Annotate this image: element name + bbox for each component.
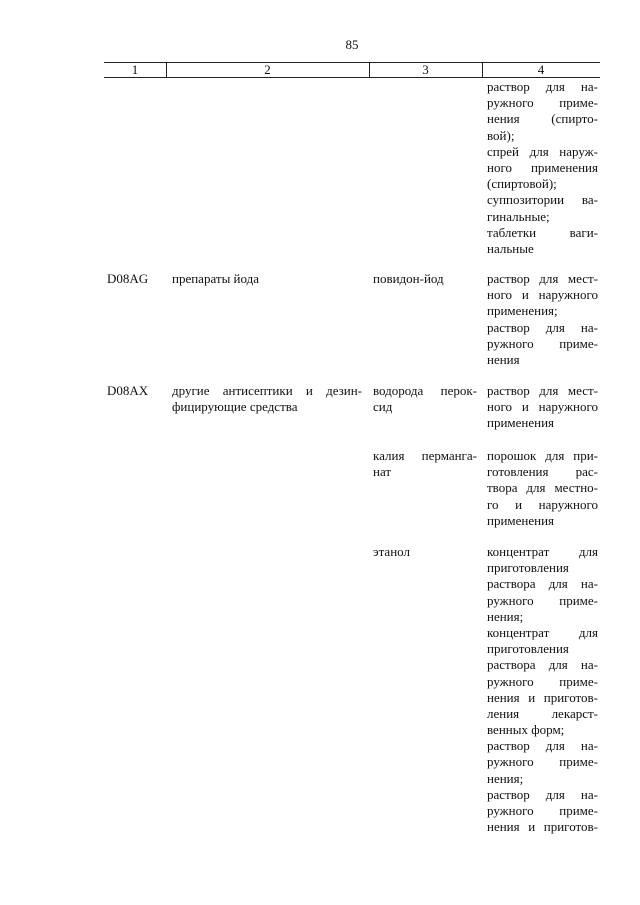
text-line: (спиртовой); (487, 176, 557, 192)
text-line: таблетки ваги- (487, 224, 598, 240)
atc-code-cell (107, 271, 165, 287)
page-number: 85 (345, 37, 359, 52)
text-line: раствор для на- (487, 79, 598, 94)
text-line: нения; (487, 608, 524, 624)
text-line: ружного приме- (487, 95, 598, 111)
text-line: концентрат для (487, 624, 598, 640)
text-line: нения (487, 351, 520, 367)
text-line: концентрат для (487, 544, 598, 559)
text-line: нения и приготов- (487, 689, 598, 705)
substance-cell (373, 448, 477, 480)
text-line: ружного приме- (487, 673, 598, 689)
text-line: нения и приготов- (487, 819, 598, 835)
substance-cell (373, 544, 477, 560)
dosage-forms-cell (487, 271, 598, 368)
substance-cell (373, 383, 477, 415)
text-line: раствора для на- (487, 576, 598, 592)
text-line: суппозитории ва- (487, 192, 598, 208)
text-line: применения; (487, 303, 558, 319)
text-line: нения (спирто- (487, 111, 598, 127)
text-line: нальные (487, 240, 534, 256)
text-line: ления лекарст- (487, 705, 598, 721)
text-line: раствор для мест- (487, 383, 598, 398)
header-cell-2: 2 (264, 62, 271, 77)
text-line: нат (373, 464, 392, 480)
text-line: другие антисептики и дезин- (172, 383, 362, 398)
group-name-cell (172, 271, 362, 287)
dosage-forms-cell (487, 383, 598, 432)
group-name-cell (172, 383, 362, 415)
text-line: применения (487, 512, 555, 528)
text-line: готовления рас- (487, 464, 598, 480)
header-cell-3: 3 (422, 62, 429, 77)
header-cell-1: 1 (131, 62, 139, 77)
text-line: ного и наружного (487, 399, 598, 415)
atc-code-cell (107, 383, 165, 399)
substance-cell (373, 271, 477, 287)
dosage-forms-cell (487, 544, 598, 835)
text-line: этанол (373, 544, 410, 559)
text-line: ного и наружного (487, 287, 598, 303)
text-line: D08AX (107, 383, 149, 398)
header-cell-4: 4 (537, 62, 545, 77)
text-line: нения; (487, 770, 524, 786)
text-line: приготовления (487, 641, 569, 657)
text-line: фицирующие средства (172, 399, 298, 415)
text-line: раствор для на- (487, 319, 598, 335)
text-line: твора для местно- (487, 480, 598, 496)
text-line: раствора для на- (487, 657, 598, 673)
text-line: раствор для на- (487, 738, 598, 754)
text-line: ружного приме- (487, 754, 598, 770)
dosage-forms-cell (487, 79, 598, 257)
text-line: ружного приме- (487, 335, 598, 351)
text-line: гинальные; (487, 208, 550, 224)
text-line: го и наружного (487, 496, 598, 512)
text-line: порошок для при- (487, 448, 598, 463)
text-line: применения (487, 415, 555, 431)
text-line: D08AG (107, 271, 149, 286)
text-line: венных форм; (487, 722, 565, 738)
text-line: раствор для на- (487, 786, 598, 802)
text-line: сид (373, 399, 393, 415)
text-line: водорода перок- (373, 383, 477, 398)
text-line: вой); (487, 127, 515, 143)
text-line: препараты йода (172, 271, 260, 286)
text-line: приготовления (487, 560, 569, 576)
text-line: ружного приме- (487, 803, 598, 818)
text-line: повидон-йод (373, 271, 444, 286)
text-line: раствор для мест- (487, 271, 598, 286)
text-line: ружного приме- (487, 592, 598, 608)
text-line: ного применения (487, 159, 598, 175)
dosage-forms-cell (487, 448, 598, 529)
text-line: калия перманга- (373, 448, 477, 463)
text-line: спрей для наруж- (487, 143, 598, 159)
